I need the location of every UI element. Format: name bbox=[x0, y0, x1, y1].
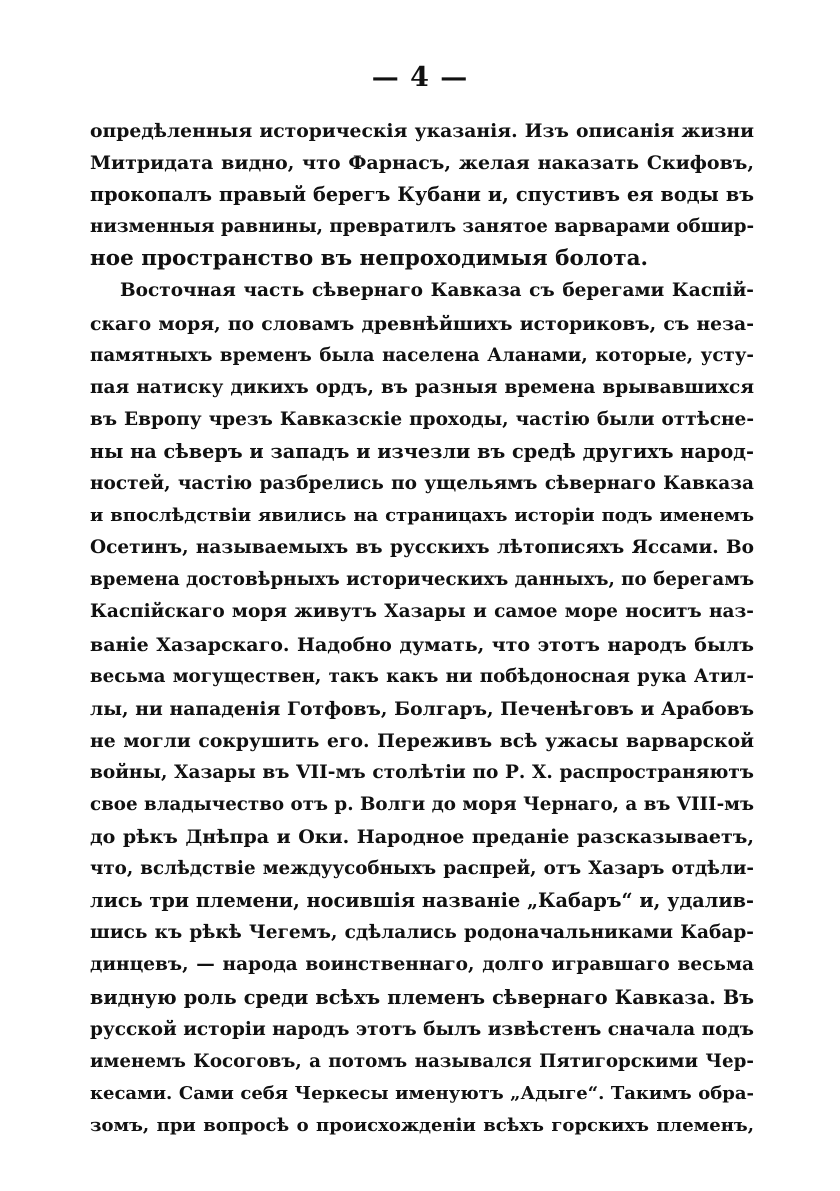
text-line: именемъ Косоговъ, а потомъ назывался Пятигорскими Чер- bbox=[90, 1050, 754, 1072]
text-line: ное пространство въ непроходимыя болота. bbox=[90, 246, 649, 272]
text-line: русской исторіи народъ этотъ былъ извѣстенъ сначала подъ bbox=[90, 1018, 754, 1040]
text-line: видную роль среди всѣхъ племенъ сѣвернаго Кавказа. Въ bbox=[90, 985, 754, 1009]
text-line: динцевъ, — народа воинственнаго, долго игравшаго весьма bbox=[90, 954, 754, 976]
text-line: ностей, частію разбрелись по ущельямъ сѣвернаго Кавказа bbox=[90, 473, 754, 495]
text-line: шись къ рѣкѣ Чегемъ, сдѣлались родоначальниками Кабар- bbox=[90, 922, 754, 944]
text-line: весьма могуществен, такъ какъ ни побѣдоносная рука Атил- bbox=[90, 665, 754, 687]
text-line: низменныя равнины, превратилъ занятое варварами обшир- bbox=[90, 216, 754, 238]
text-line: Митридата видно, что Фарнасъ, желая наказать Скифовъ, bbox=[90, 152, 754, 175]
body-text bbox=[90, 115, 754, 1142]
text-line: въ Европу чрезъ Кавказскіе проходы, частію были оттѣсне- bbox=[90, 408, 754, 430]
text-line: войны, Хазары въ VII-мъ столѣтіи по Р. Х. распространяютъ bbox=[90, 761, 754, 783]
text-line: Каспійскаго моря живутъ Хазары и самое море носитъ наз- bbox=[90, 601, 754, 623]
text-line: Осетинъ, называемыхъ въ русскихъ лѣтописяхъ Яссами. Во bbox=[90, 537, 754, 559]
text-line: и впослѣдствіи явились на страницахъ исторіи подъ именемъ bbox=[90, 505, 754, 527]
text-line: свое владычество отъ р. Волги до моря Чернаго, а въ VIII-мъ bbox=[90, 793, 754, 815]
text-line: зомъ, при вопросѣ о происхожденіи всѣхъ горскихъ племенъ, bbox=[90, 1114, 754, 1136]
text-line: лы, ни нападенія Готфовъ, Болгаръ, Печенѣговъ и Арабовъ bbox=[90, 697, 754, 720]
text-line: пая натиску дикихъ ордъ, въ разныя времена врывавшихся bbox=[90, 376, 754, 398]
text-line: опредѣленныя историческія указанія. Изъ описанія жизни bbox=[90, 120, 754, 142]
text-line: ваніе Хазарскаго. Надобно думать, что этотъ народъ былъ bbox=[90, 633, 754, 656]
text-line: скаго моря, по словамъ древнѣйшихъ историковъ, съ неза- bbox=[90, 312, 754, 335]
text-line: времена достовѣрныхъ историческихъ данныхъ, по берегамъ bbox=[90, 569, 754, 591]
text-line: памятныхъ временъ была населена Аланами, которые, усту- bbox=[90, 344, 754, 366]
text-line: не могли сокрушить его. Переживъ всѣ ужасы варварской bbox=[90, 729, 754, 752]
text-line: лись три племени, носившія названіе „Кабаръ“ и, удалив- bbox=[90, 889, 754, 913]
text-line: до рѣкъ Днѣпра и Оки. Народное преданіе разсказываетъ, bbox=[90, 826, 754, 849]
text-line: ны на сѣверъ и западъ и изчезли въ средѣ другихъ народ- bbox=[90, 439, 754, 463]
page-number: — 4 — bbox=[371, 62, 469, 93]
text-line: что, вслѣдствіе междуусобныхъ распрей, отъ Хазаръ отдѣли- bbox=[90, 858, 754, 880]
text-line: Восточная часть сѣвернаго Кавказа съ берегами Каспій- bbox=[120, 280, 754, 302]
text-line: кесами. Сами себя Черкесы именуютъ „Адыге“. Такимъ обра- bbox=[90, 1082, 754, 1104]
text-line: прокопалъ правый берегъ Кубани и, спустивъ ея воды въ bbox=[90, 183, 754, 207]
